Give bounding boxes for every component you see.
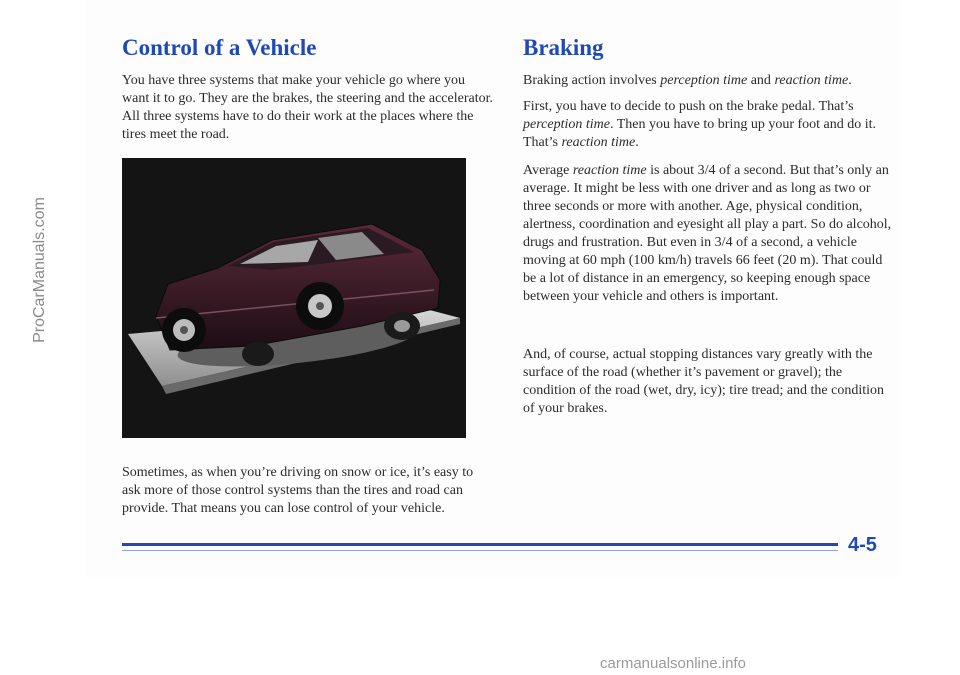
page-number: 4-5 <box>848 534 877 556</box>
side-watermark <box>28 120 52 420</box>
watermark-text: ProCarManuals.com <box>31 197 49 343</box>
vehicle-illustration <box>122 158 466 438</box>
footer-rule-thin <box>122 550 838 551</box>
left-closing-paragraph: Sometimes, as when you’re driving on snow or ice, it’s easy to ask more of those control systems than the tires and road can provide. That means you can lose control of your vehicle. <box>122 465 474 516</box>
braking-paragraph-3: Average reaction time is about 3/4 of a second. But that’s only an average. It might be less with one driver and as long as two or three seconds or more with another. Age, physical condition, alertness, coordination and eyesight all play a part. So do alcohol, drugs and frustration. But even in 3/4 of a second, a vehicle moving at 60 mph (100 km/h) travels 66 feet (20 m). That could be a lot of distance in an emergency, so keeping enough space between your vehicle and others is important. <box>523 163 892 304</box>
braking-paragraph-1: Braking action involves perception time and reaction time. <box>523 73 852 88</box>
front-wheel <box>162 308 206 352</box>
left-section-title: Control of a Vehicle <box>122 35 317 60</box>
footer-rule <box>122 543 838 546</box>
left-intro-paragraph: You have three systems that make your vehicle go where you want it to go. They are the brakes, the steering and the accelerator. All three systems have to do their work at the places where the tires meet the road. <box>122 73 493 142</box>
footer-watermark: carmanualsonline.info <box>600 655 746 672</box>
braking-paragraph-4: And, of course, actual stopping distances vary greatly with the surface of the road (whether it’s pavement or gravel); the condition of the road (wet, dry, icy); tire tread; and the condition of your brakes. <box>523 347 885 416</box>
vehicle-photo <box>122 158 466 438</box>
right-section-title: Braking <box>523 35 604 60</box>
braking-paragraph-2: First, you have to decide to push on the brake pedal. That’s perception time. Then you have to bring up your foot and do it. That’s reaction time. <box>523 99 877 150</box>
rear-wheel <box>296 282 344 330</box>
